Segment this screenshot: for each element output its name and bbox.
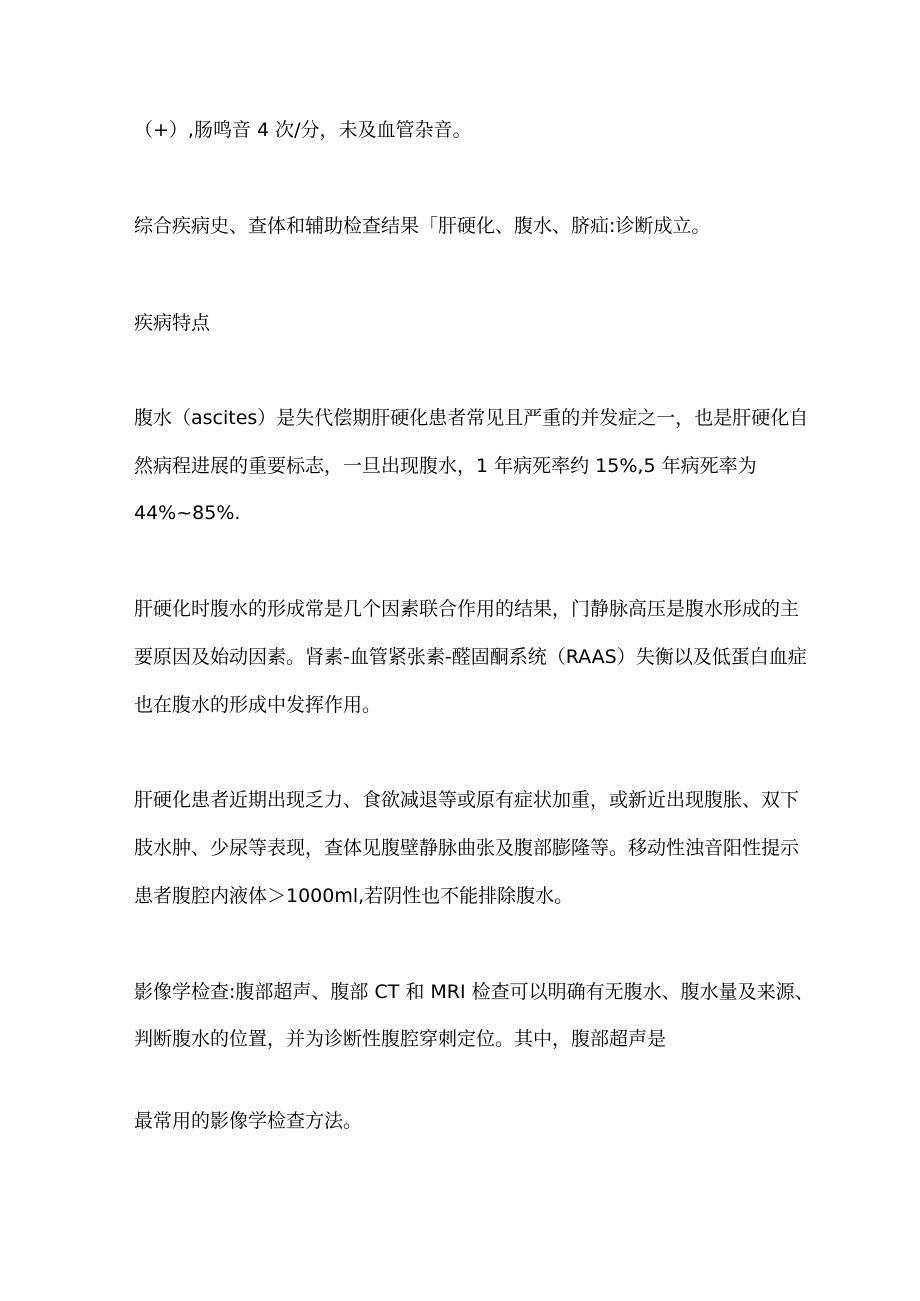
paragraph-5-line-3: 也在腹水的形成中发挥作用。: [134, 694, 382, 716]
section-heading-disease-features: 疾病特点: [134, 312, 211, 334]
paragraph-6-line-3: 患者腹腔内液体＞1000ml,若阴性也不能排除腹水。: [134, 885, 574, 907]
paragraph-7-line-1: 影像学检查:腹部超声、腹部 CT 和 MRI 检查可以明确有无腹水、腹水量及来源、: [134, 981, 814, 1003]
paragraph-6-line-2: 肢水肿、少尿等表现，查体见腹壁静脉曲张及腹部膨隆等。移动性浊音阳性提示: [134, 837, 800, 859]
paragraph-8-line-1: 最常用的影像学检查方法。: [134, 1110, 363, 1132]
paragraph-5-line-1: 肝硬化时腹水的形成常是几个因素联合作用的结果，门静脉高压是腹水形成的主: [134, 598, 800, 620]
paragraph-4-line-2: 然病程进展的重要标志，一旦出现腹水，1 年病死率约 15%,5 年病死率为: [134, 455, 757, 477]
paragraph-2-line-1: 综合疾病史、查体和辅助检查结果「肝硬化、腹水、脐疝:诊断成立。: [134, 215, 711, 237]
paragraph-6-line-1: 肝硬化患者近期出现乏力、食欲减退等或原有症状加重，或新近出现腹胀、双下: [134, 789, 800, 811]
paragraph-7-line-2: 判断腹水的位置，并为诊断性腹腔穿刺定位。其中，腹部超声是: [134, 1028, 667, 1050]
paragraph-1-line-1: （+）,肠鸣音 4 次/分，未及血管杂音。: [134, 119, 472, 141]
paragraph-4-line-1: 腹水（ascites）是失代偿期肝硬化患者常见且严重的并发症之一，也是肝硬化自: [134, 407, 809, 429]
paragraph-5-line-2: 要原因及始动因素。肾素-血管紧张素-醛固酮系统（RAAS）失衡以及低蛋白血症: [134, 646, 807, 668]
paragraph-4-line-3: 44%~85%.: [134, 502, 241, 524]
